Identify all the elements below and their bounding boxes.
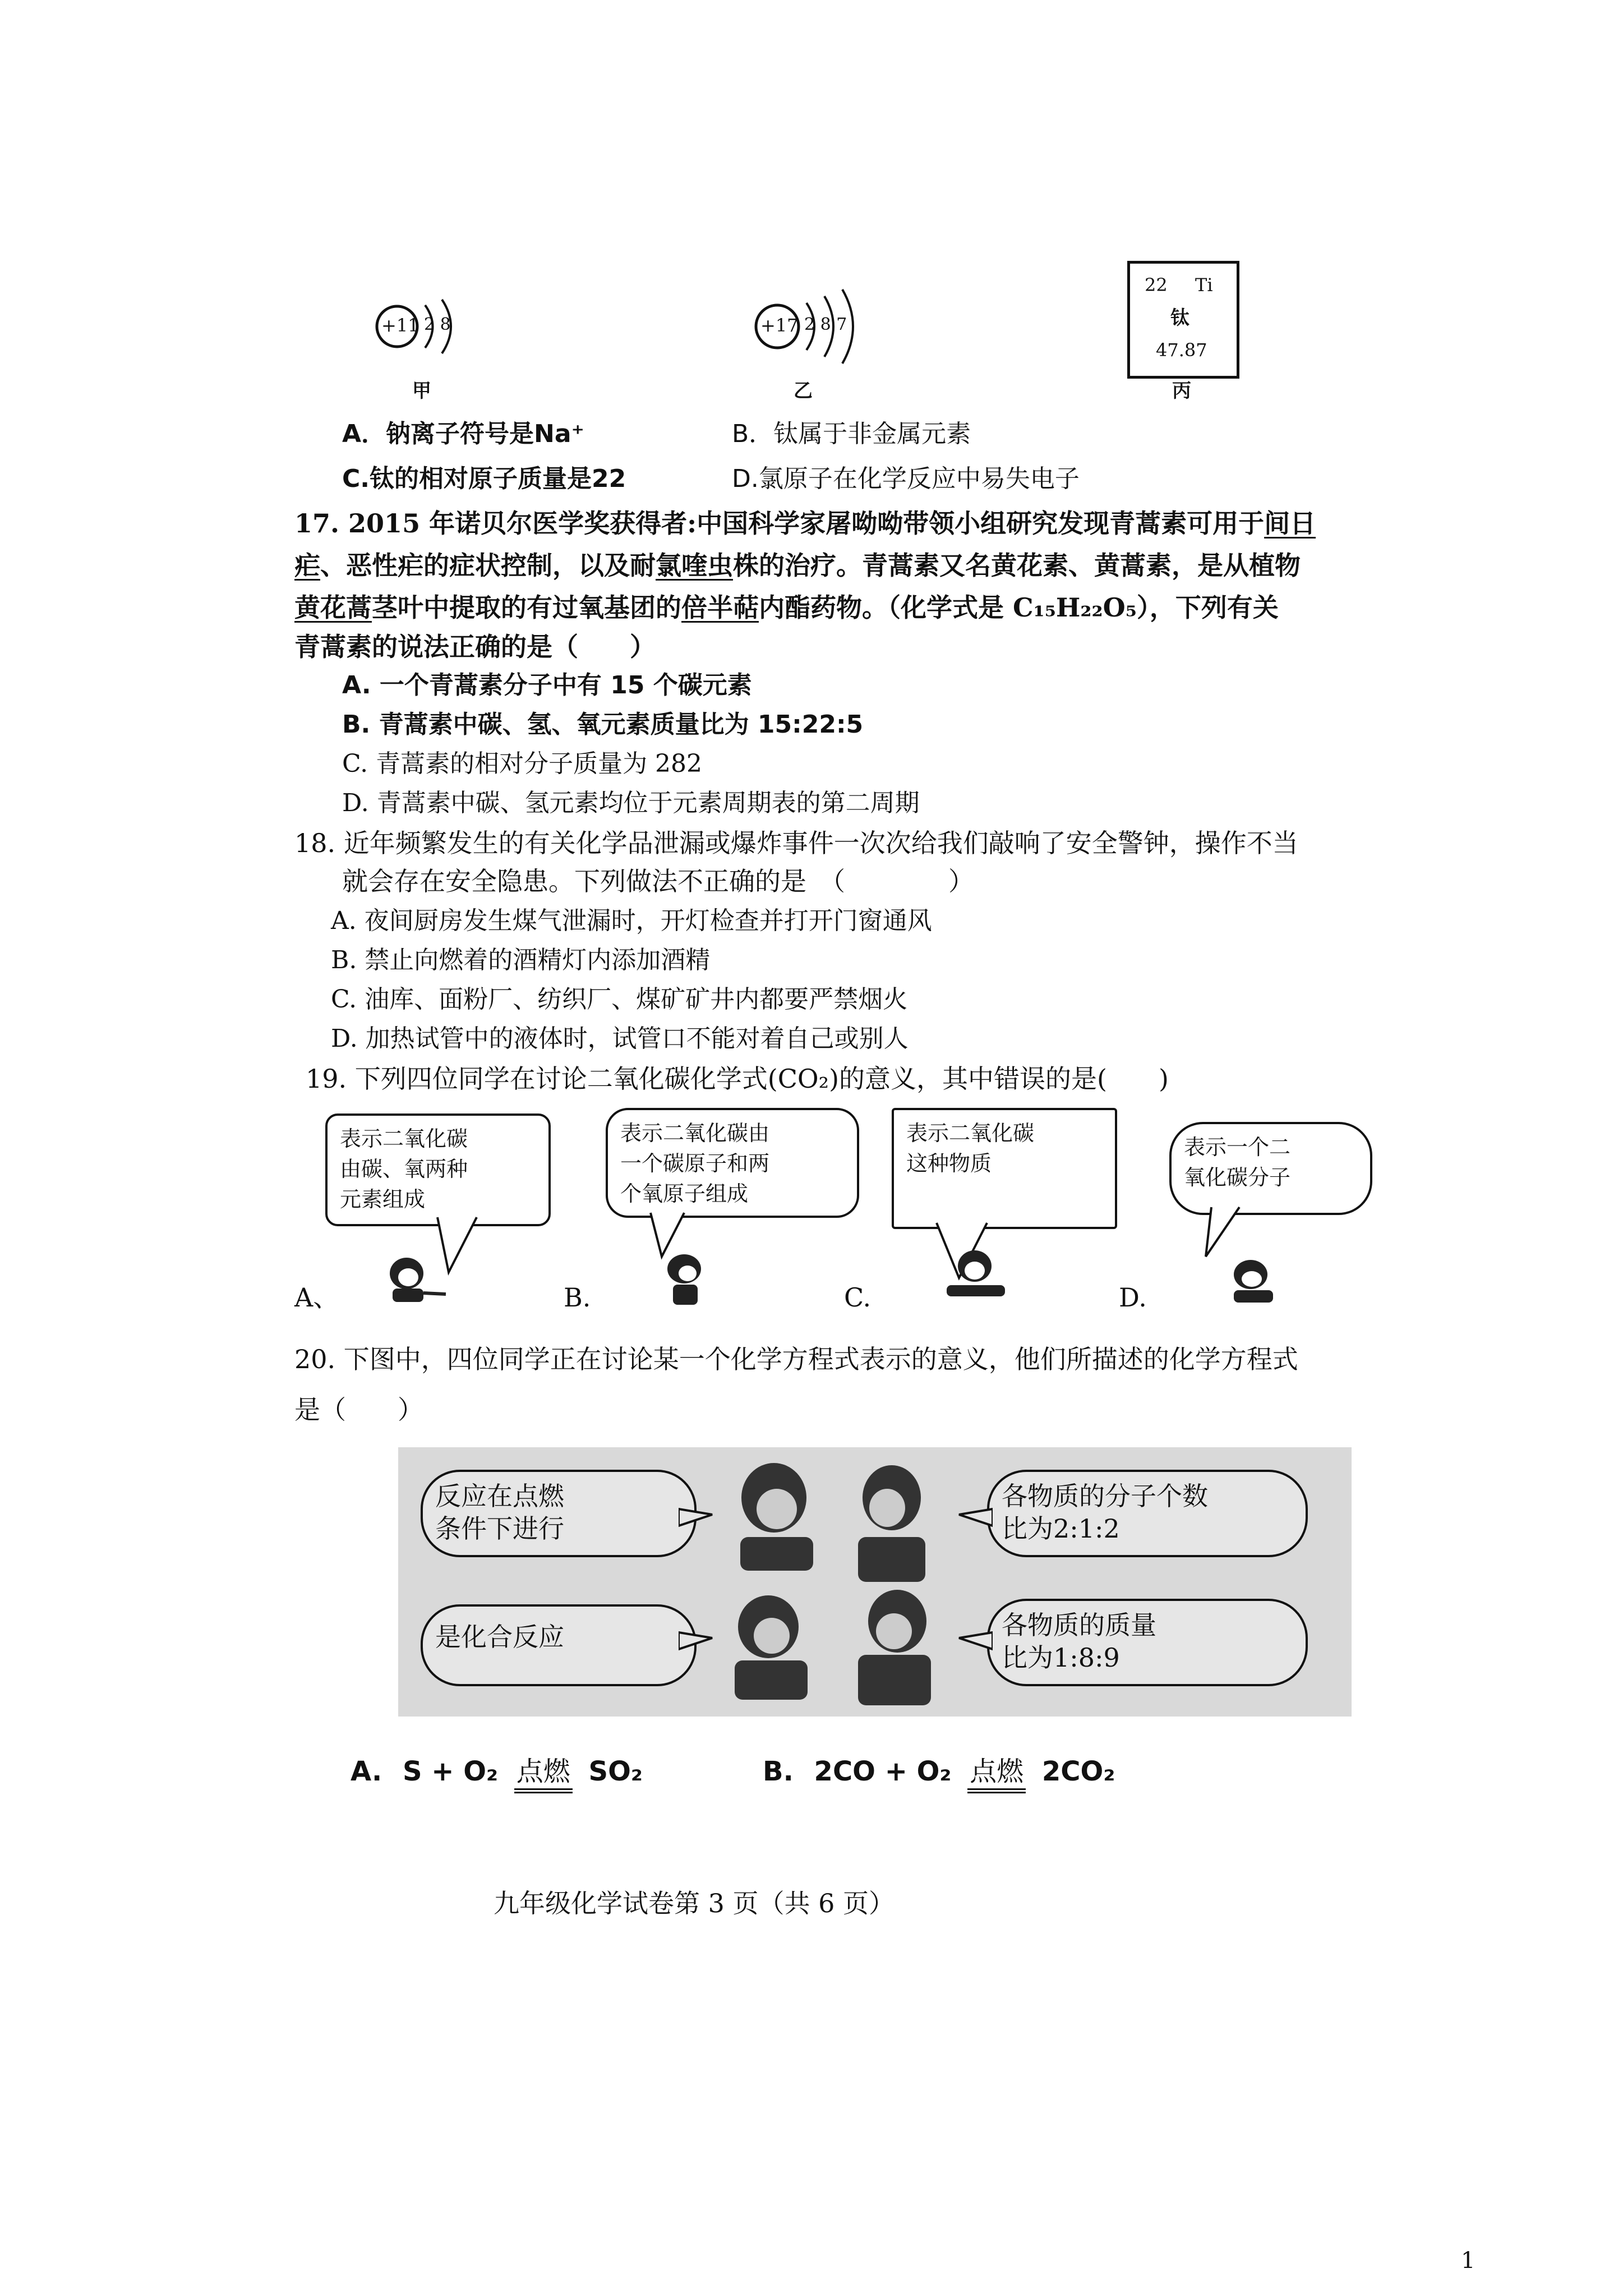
periodic-table-cell bbox=[1127, 261, 1239, 379]
q20-option-a-reactants: S + O₂ bbox=[403, 1756, 499, 1787]
figure-label-bing: 丙 bbox=[1172, 380, 1191, 402]
speech-bubble-b bbox=[606, 1108, 859, 1218]
four-students-icon bbox=[679, 1447, 993, 1717]
bubble-line: 是化合反应 bbox=[435, 1622, 564, 1652]
bubble-a-line: 由碳、氧两种 bbox=[340, 1157, 468, 1181]
atom-diagram-jia bbox=[370, 292, 516, 381]
q20-stem-line2: 是（ ） bbox=[294, 1395, 423, 1425]
student-d-icon bbox=[1217, 1257, 1290, 1307]
q20-option-a-label: A. bbox=[351, 1756, 382, 1787]
atom-diagram-yi bbox=[746, 280, 925, 381]
q17-option-d: D. 青蒿素中碳、氢元素均位于元素周期表的第二周期 bbox=[342, 789, 920, 817]
q17-underlined-term: 间日 bbox=[1264, 508, 1316, 539]
reaction-condition: 点燃 bbox=[514, 1756, 573, 1793]
q20-bubble-bottom-left bbox=[421, 1604, 697, 1686]
bubble-c-line: 表示二氧化碳 bbox=[906, 1121, 1035, 1145]
student-c-icon bbox=[937, 1248, 1015, 1299]
q16-option-d: D.氯原子在化学反应中易失电子 bbox=[732, 464, 1080, 493]
shell-electrons-jia: 2 8 bbox=[424, 315, 451, 334]
speech-bubble-d bbox=[1169, 1122, 1372, 1215]
bubble-b-line: 一个碳原子和两 bbox=[620, 1151, 770, 1176]
q19-label-c: C. bbox=[844, 1282, 872, 1313]
q20-option-a bbox=[351, 1756, 643, 1793]
nucleus-charge-jia: +11 bbox=[381, 315, 419, 336]
bubble-line: 比为2:1:2 bbox=[1002, 1513, 1120, 1544]
atomic-number: 22 bbox=[1145, 274, 1168, 296]
q19-label-d: D. bbox=[1119, 1282, 1147, 1313]
atomic-mass: 47.87 bbox=[1156, 339, 1207, 361]
element-symbol: Ti bbox=[1195, 274, 1213, 296]
bubble-line: 各物质的分子个数 bbox=[1002, 1481, 1208, 1511]
q20-option-b bbox=[763, 1756, 1115, 1793]
q20-stem-line1: 20. 下图中，四位同学正在讨论某一个化学方程式表示的意义，他们所描述的化学方程式 bbox=[294, 1344, 1298, 1374]
q17-line2-text: 株的治疗。青蒿素又名黄花素、黄蒿素，是从植物 bbox=[733, 550, 1301, 581]
bubble-a-line: 元素组成 bbox=[340, 1187, 426, 1212]
q20-bubble-top-left bbox=[421, 1470, 697, 1557]
reaction-condition: 点燃 bbox=[967, 1756, 1026, 1793]
q17-line1 bbox=[294, 508, 1316, 539]
bubble-b-line: 个氧原子组成 bbox=[620, 1181, 749, 1206]
q16-option-a: A．钠离子符号是Na⁺ bbox=[342, 420, 584, 448]
q17-line2 bbox=[294, 550, 1301, 581]
q17-underlined-term: 疟 bbox=[294, 550, 320, 581]
q16-option-b: B．钛属于非金属元素 bbox=[732, 420, 971, 448]
q20-bubble-bottom-right bbox=[987, 1599, 1308, 1686]
bubble-line: 条件下进行 bbox=[435, 1513, 564, 1544]
shell-electrons-yi: 2 8 7 bbox=[804, 315, 847, 334]
q18-option-d: D. 加热试管中的液体时，试管口不能对着自己或别人 bbox=[331, 1024, 909, 1053]
bubble-line: 比为1:8:9 bbox=[1002, 1642, 1120, 1673]
page-number: 1 bbox=[1461, 2248, 1476, 2274]
q17-line3 bbox=[294, 592, 1279, 623]
bubble-line: 反应在点燃 bbox=[435, 1481, 564, 1511]
figure-label-yi: 乙 bbox=[794, 380, 813, 402]
bubble-c-line: 这种物质 bbox=[906, 1151, 992, 1176]
bubble-d-line: 氧化碳分子 bbox=[1184, 1165, 1291, 1190]
q20-option-a-products: SO₂ bbox=[588, 1756, 643, 1787]
q19-label-a: A、 bbox=[294, 1282, 339, 1313]
q17-line2-text: 、恶性疟的症状控制，以及耐 bbox=[320, 550, 656, 581]
q18-option-a: A. 夜间厨房发生煤气泄漏时，开灯检查并打开门窗通风 bbox=[331, 907, 932, 935]
nucleus-charge-yi: +17 bbox=[760, 315, 799, 336]
bubble-b-line: 表示二氧化碳由 bbox=[620, 1121, 770, 1145]
figure-label-jia: 甲 bbox=[412, 380, 431, 402]
q18-option-b: B. 禁止向燃着的酒精灯内添加酒精 bbox=[331, 946, 711, 974]
student-a-icon bbox=[376, 1254, 449, 1304]
q18-line1: 18. 近年频繁发生的有关化学品泄漏或爆炸事件一次次给我们敲响了安全警钟，操作不当 bbox=[294, 828, 1298, 858]
q17-option-a: A. 一个青蒿素分子中有 15 个碳元素 bbox=[342, 671, 752, 700]
q20-option-b-reactants: 2CO + O₂ bbox=[814, 1756, 952, 1787]
q17-line4: 青蒿素的说法正确的是（ ） bbox=[294, 632, 656, 662]
q17-line1-text: 17. 2015 年诺贝尔医学奖获得者:中国科学家屠呦呦带领小组研究发现青蒿素可用于 bbox=[294, 508, 1265, 539]
bubble-a-line: 表示二氧化碳 bbox=[340, 1126, 468, 1151]
q20-illustration bbox=[398, 1447, 1352, 1717]
speech-bubble-c bbox=[892, 1108, 1117, 1229]
q17-underlined-term: 氯喹虫 bbox=[656, 550, 733, 581]
speech-bubble-a bbox=[325, 1114, 551, 1226]
q20-option-b-label: B. bbox=[763, 1756, 794, 1787]
bubble-line: 各物质的质量 bbox=[1002, 1610, 1156, 1640]
q19-label-b: B. bbox=[564, 1282, 591, 1313]
q17-underlined-term: 黄花蒿 bbox=[294, 592, 372, 623]
q20-bubble-top-right bbox=[987, 1470, 1308, 1557]
q17-line3-text: 茎叶中提取的有过氧基团的 bbox=[372, 592, 681, 623]
q18-option-c: C. 油库、面粉厂、纺织厂、煤矿矿井内都要严禁烟火 bbox=[331, 985, 908, 1014]
bubble-d-line: 表示一个二 bbox=[1184, 1135, 1291, 1159]
q17-underlined-term: 倍半萜 bbox=[681, 592, 759, 623]
student-b-icon bbox=[656, 1252, 718, 1308]
q18-line2: 就会存在安全隐患。下列做法不正确的是 （ ） bbox=[342, 866, 974, 896]
q20-option-b-products: 2CO₂ bbox=[1041, 1756, 1115, 1787]
q17-option-c: C. 青蒿素的相对分子质量为 282 bbox=[342, 749, 703, 778]
q17-option-b: B. 青蒿素中碳、氢、氧元素质量比为 15:22:5 bbox=[342, 710, 864, 739]
element-name: 钛 bbox=[1170, 307, 1189, 329]
q16-option-c: C.钛的相对原子质量是22 bbox=[342, 464, 626, 493]
q19-stem: 19. 下列四位同学在讨论二氧化碳化学式(CO₂)的意义，其中错误的是( ) bbox=[306, 1064, 1169, 1094]
sodium-atom-structure-icon bbox=[370, 292, 516, 381]
page-footer: 九年级化学试卷第 3 页（共 6 页） bbox=[494, 1888, 895, 1918]
bubble-d-tail-icon bbox=[1200, 1206, 1262, 1262]
q17-line3-text: 内酯药物。（化学式是 C₁₅H₂₂O₅），下列有关 bbox=[759, 592, 1279, 623]
